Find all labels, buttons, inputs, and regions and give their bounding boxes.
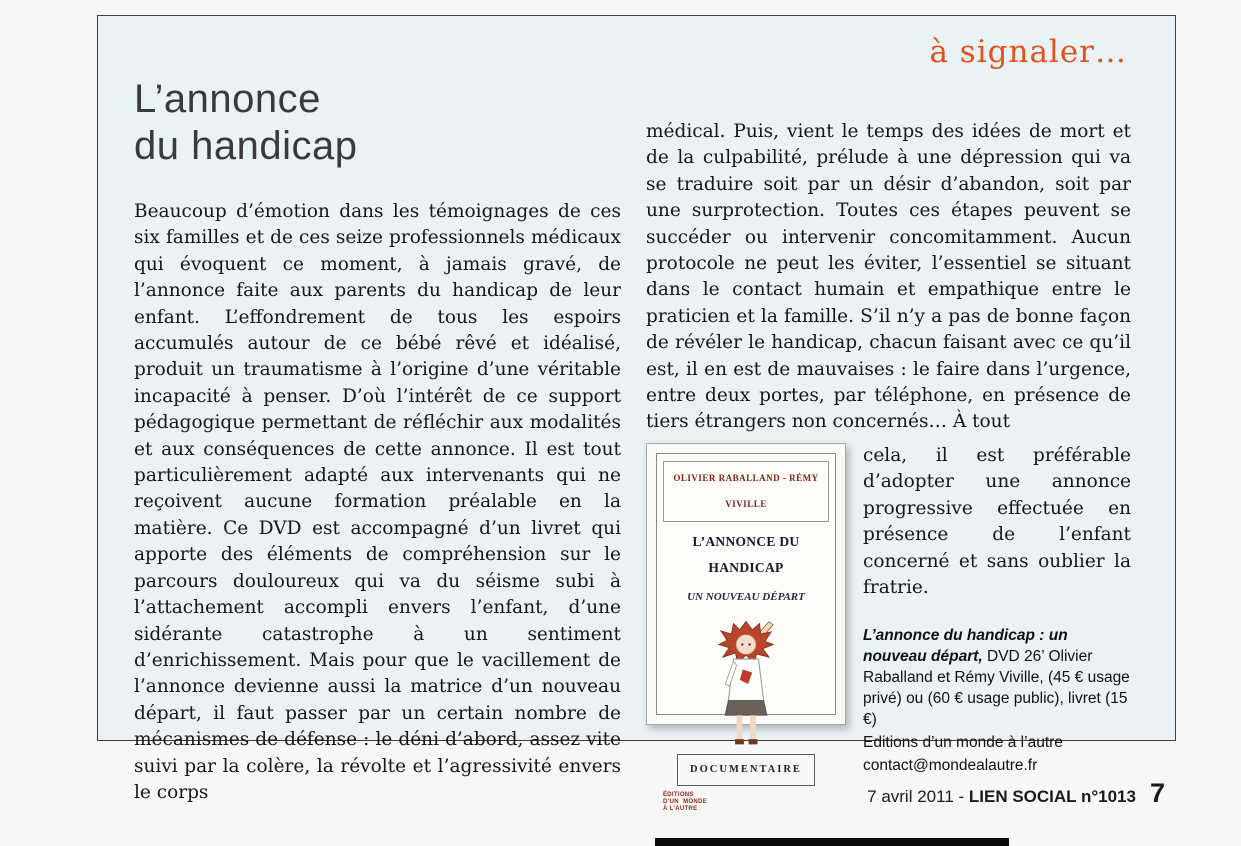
article-paragraph-left: Beaucoup d’émotion dans les témoignages de ces six familles et de ces seize professionnels médicaux qui évoquent ce moment, à jamais gravé, de l’annonce faite aux parents du handicap de leur enfant. L’effondrement de tous les espoirs accumulés autour de ce bébé rêvé et idéalisé, produit un traumatisme à l’origine d’une véritable incapacité à penser. D’où l’intérêt de ce support pédagogique permettant de réfléchir aux modalités et aux conséquences de cette annonce. Il est tout particulièrement adapté aux intervenants qui ne reçoivent aucune formation préalable en la matière. Ce DVD est accompagné d’un livret qui apporte des éléments de compréhension sur le parcours douloureux qui va du séisme subi à l’attachement accompli envers l’enfant, d’une sidérante catastrophe à un sentiment d’enrichissement. Mais pour que le vacillement de l’annonce devienne aussi la matrice d’un nouveau départ, il faut passer par un certain nombre de mécanismes de défense : le déni d’abord, assez vite suivi par la colère, la révolte et l’agressivité envers le corps [134, 201, 621, 803]
dvd-cover-inner [656, 453, 836, 813]
article-title [134, 76, 357, 170]
dvd-cover-authors: OLIVIER RABALLAND - RÉMY VIVILLE [663, 461, 829, 522]
caption-contact-email: contact@mondealautre.fr [863, 757, 1038, 775]
dvd-cover-subtitle: UN NOUVEAU DÉPART [687, 590, 805, 603]
article-title-line2: du handicap [134, 124, 358, 168]
wrapped-text-column [863, 443, 1131, 776]
caption-title: L’annonce du handicap : un nouveau départ, [863, 627, 1068, 666]
footer-date: 7 avril 2011 - [867, 787, 969, 806]
page-footer [867, 778, 1165, 809]
dvd-cover-slot [646, 443, 851, 813]
dvd-cover-image [646, 443, 846, 813]
section-header: à signaler… [929, 34, 1127, 70]
dvd-cover-publisher-logo: ÉDITIONS D’UN MONDE À L’AUTRE [663, 792, 707, 813]
dvd-cover-title: L’ANNONCE DU HANDICAP [692, 533, 800, 576]
dvd-cover-genre: DOCUMENTAIRE [677, 754, 815, 786]
footer-page-number: 7 [1149, 778, 1165, 808]
scan-artifact-bar [655, 838, 1009, 846]
caption-publisher: Editions d’un monde à l’autre [863, 734, 1063, 752]
article-title-line1: L’annonce [134, 77, 321, 121]
article-column-left [134, 199, 621, 806]
footer-magazine-issue: LIEN SOCIAL n°1013 [968, 787, 1136, 806]
dvd-cover-illustration [694, 614, 798, 752]
dvd-caption [863, 625, 1131, 776]
article-paragraph-right-2: cela, il est préférable d’adopter une annonce progressive effectuée en présence de l’enfant concerné et sans oublier la fratrie. [863, 444, 1131, 598]
caption-details: DVD 26’ Olivier Raballand et Rémy Viville, (45 € usage privé) ou (60 € usage public), livret (15 €) [863, 648, 1130, 729]
article-paragraph-right-1: médical. Puis, vient le temps des idées de mort et de la culpabilité, prélude à une dépression qui va se traduire soit par un désir d’abandon, soit par une surprotection. Toutes ces étapes peuvent se succéder ou intervenir concomitamment. Aucun protocole ne peut les éviter, l’essentiel se situant dans le contact humain et empathique entre le praticien et la famille. S’il n’y a pas de bonne façon de révéler le handicap, chacun faisant avec ce qu’il est, il en est de mauvaises : le faire dans l’urgence, entre deux portes, par téléphone, en présence de tiers étrangers non concernés… À tout [646, 121, 1131, 433]
